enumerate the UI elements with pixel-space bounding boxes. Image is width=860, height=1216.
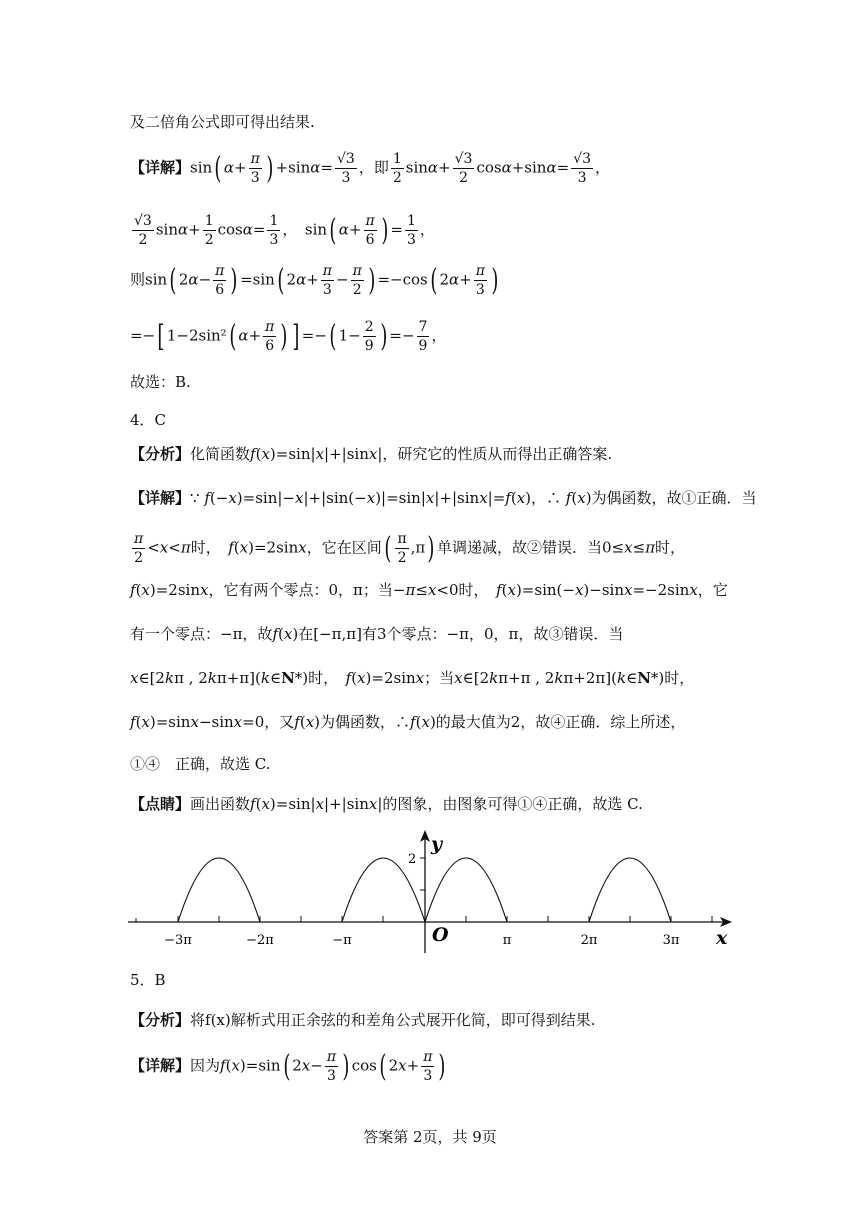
- tick-label-neg-2pi: −2π: [246, 933, 274, 948]
- q3-detail-line-1: 【详解】sin( α+ $\frac{\pi}{3}$ ) +sinα= $\frac{√3}{3}$ ，即 $\frac{1}{2}$ sinα+ $\frac{√3}{2}$ cosα+sinα= $\frac{√3}{3}$ ，: [130, 150, 611, 186]
- q4-detail-line-2: $\frac{\pi}{2}$ <x<π时， f(x)=2sinx，它在区间( $\frac{\pi}{2}$ ,π) 单调递减，故②错误．当0≤x≤π时，: [134, 530, 686, 566]
- function-graph: [0, 828, 860, 958]
- q4-detail-line-7: ①④ 正确，故选 C.: [130, 755, 271, 773]
- q4-number: 4．C: [130, 411, 167, 429]
- tick-label-neg-3pi: −3π: [164, 933, 192, 948]
- q5-analysis: [130, 1010, 596, 1030]
- q4-line2-a: 时，: [190, 538, 214, 557]
- q4-tip-text-b: 的图象，由图象可得①④正确，故选 C.: [382, 795, 643, 813]
- tick-label-3pi: 3π: [662, 933, 680, 948]
- curve-hump-2: [342, 858, 425, 922]
- curve-hump-3: [425, 858, 507, 922]
- q5-detail-label: 【详解】: [130, 1056, 191, 1075]
- q4-line4-c: 有3个零点：−π，0，π，故③错误．当: [361, 625, 624, 643]
- q5-analysis-label: 【分析】: [130, 1011, 191, 1029]
- q5-analysis-text: 将f(x)解析式用正余弦的和差角公式展开化简，即可得到结果.: [190, 1011, 596, 1029]
- tick-label-neg-pi: −π: [332, 933, 352, 948]
- q3-detail-line-4: =−[ 1−2sin²( α+ $\frac{\pi}{6}$ ) ] =−( 1− $\frac{2}{9}$ ) =− $\frac{7}{9}$ ，: [130, 318, 447, 354]
- q5-detail: 【详解】因为f(x)=sin( 2x− $\frac{\pi}{3}$ ) cos( 2x+ $\frac{\pi}{3}$ ): [130, 1048, 446, 1084]
- q4-line6-c: 的最大值为2，故④正确．综上所述，: [435, 713, 686, 731]
- q4-analysis-label: 【分析】: [130, 445, 191, 463]
- y-tick-label: 2: [408, 852, 417, 867]
- q4-line2-d: 时，: [655, 538, 686, 557]
- q4-tip-text-a: 画出函数: [190, 795, 251, 813]
- q4-line4-b: 在: [298, 625, 314, 643]
- q4-line6-a: ，又: [264, 713, 295, 731]
- q4-detail-line-1: 【详解】∵ f(−x)=sin|−x|+|sin(−x)|=sin|x|+|sinx|=f(x)，∴ f(x)为偶函数，故①正确．当: [130, 489, 757, 507]
- q3-detail-label: 【详解】: [130, 158, 191, 177]
- q4-detail-line-4: 有一个零点：−π，故f(x)在[−π,π]有3个零点：−π，0，π，故③错误．当: [130, 625, 624, 643]
- page-footer: 答案第 2页，共 9页: [363, 1128, 497, 1146]
- q4-detail-line-5: x∈[2kπ , 2kπ+π](k∈N*)时， f(x)=2sinx；当x∈[2kπ+π , 2kπ+2π](k∈N*)时，: [130, 669, 695, 687]
- q3-analysis-tail: 及二倍角公式即可得出结果.: [130, 113, 315, 131]
- origin-label: O: [432, 924, 449, 946]
- q5-detail-text: 因为: [190, 1056, 221, 1075]
- q3-conclusion: 故选：B.: [130, 373, 191, 391]
- q5-number: 5．B: [130, 971, 166, 989]
- q4-line4-text: 有一个零点：−π，故: [130, 625, 273, 643]
- q4-detail-line-6: f(x)=sinx−sinx=0，又f(x)为偶函数，∴f(x)的最大值为2，故④正确．综上所述，: [130, 713, 686, 731]
- q4-line6-b: 为偶函数，∴: [320, 713, 411, 731]
- x-axis-label: x: [716, 927, 728, 949]
- q4-line3-b: ；当: [362, 581, 393, 599]
- tick-label-2pi: 2π: [580, 933, 598, 948]
- tick-label-pi: π: [502, 933, 512, 948]
- q4-line2-c: 单调递减，故②错误．当: [437, 538, 603, 557]
- q4-line3-a: ，它有两个零点：: [208, 581, 329, 599]
- q3-detail-line-2: $\frac{√3}{2}$ sinα+ $\frac{1}{2}$ cosα= $\frac{1}{3}$ ， sin( α+ $\frac{\pi}{6}$ ) = $\frac{1}{3}$ ，: [134, 212, 435, 248]
- q4-analysis-text-b: ，研究它的性质从而得出正确答案.: [382, 445, 613, 463]
- q4-line2-b: ，它在区间: [306, 538, 382, 557]
- q4-line3-d: ，它: [697, 581, 728, 599]
- q4-line3-c: 时，: [458, 581, 482, 599]
- q4-analysis-text-a: 化简函数: [190, 445, 251, 463]
- q3-detail-line-3: 则sin( 2α− $\frac{\pi}{6}$ ) =sin( 2α+ $\frac{\pi}{3}$ − $\frac{\pi}{2}$ ) =−cos( 2α+ $\frac{\pi}{3}$ ): [130, 262, 499, 298]
- q4-analysis: 【分析】化简函数f(x)=sin|x|+|sinx|，研究它的性质从而得出正确答案.: [130, 445, 613, 463]
- q4-detail-label: 【详解】: [130, 489, 191, 507]
- curve-hump-1: [178, 858, 260, 922]
- q4-detail-line-3: f(x)=2sinx，它有两个零点：0，π；当−π≤x<0时， f(x)=sin(−x)−sinx=−2sinx，它: [130, 581, 728, 599]
- curve-hump-4: [589, 858, 671, 922]
- q4-tip-label: 【点睛】: [130, 795, 191, 813]
- y-axis-label: y: [431, 833, 443, 855]
- q4-tip: 【点睛】画出函数f(x)=sin|x|+|sinx|的图象，由图象可得①④正确，故选 C.: [130, 795, 643, 813]
